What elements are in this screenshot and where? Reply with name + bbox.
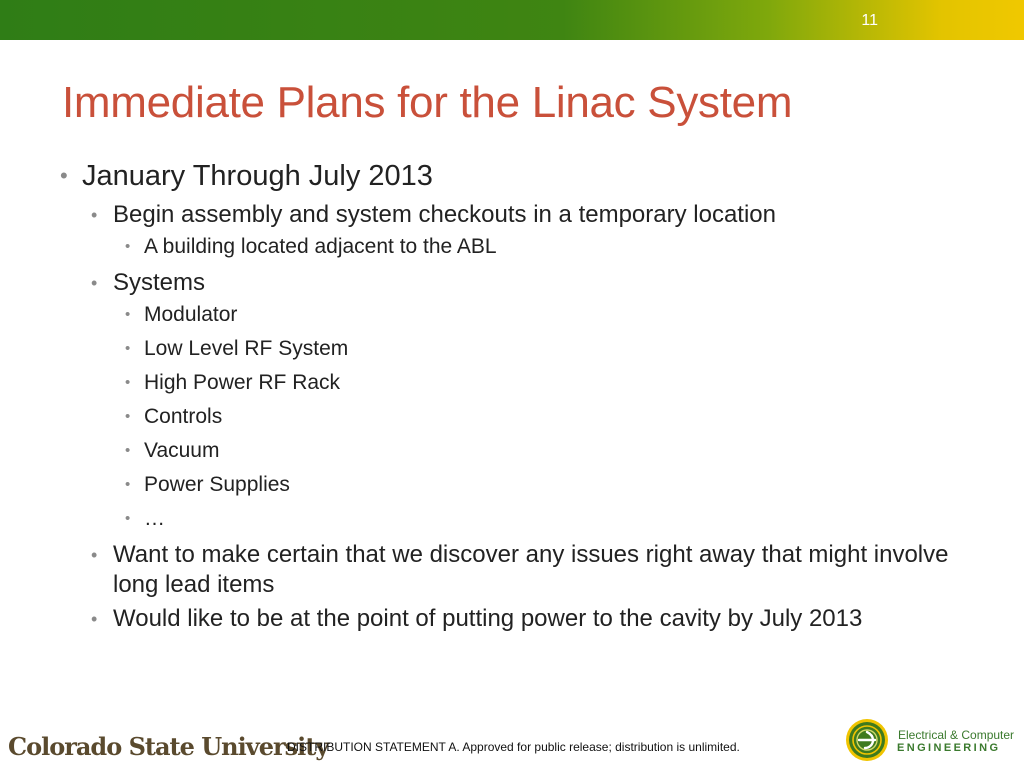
bullet-text: Want to make certain that we discover any issues right away that might involve long lead items bbox=[113, 541, 949, 598]
bullet-text: Low Level RF System bbox=[144, 337, 349, 360]
list-item bbox=[58, 158, 958, 194]
department-name: Electrical & Computer bbox=[898, 728, 1015, 742]
bullet-text: Begin assembly and system checkouts in a temporary location bbox=[113, 201, 776, 228]
bullet-icon: • bbox=[125, 476, 131, 493]
header-gradient-bar bbox=[0, 0, 1024, 40]
bullet-text: Systems bbox=[113, 269, 206, 296]
ece-emblem-icon bbox=[845, 718, 889, 762]
bullet-text: Controls bbox=[144, 405, 223, 428]
bullet-text: High Power RF Rack bbox=[144, 371, 341, 394]
bullet-text: A building located adjacent to the ABL bbox=[144, 235, 497, 258]
slide-title: Immediate Plans for the Linac System bbox=[62, 78, 793, 127]
bullet-icon: • bbox=[91, 205, 98, 225]
list-item bbox=[58, 268, 958, 298]
list-item bbox=[58, 370, 958, 396]
list-item bbox=[58, 404, 958, 430]
bullet-icon: • bbox=[125, 408, 131, 425]
bullet-text: January Through July 2013 bbox=[82, 160, 433, 192]
bullet-icon: • bbox=[125, 306, 131, 323]
list-item bbox=[58, 604, 958, 634]
bullet-icon: • bbox=[91, 545, 98, 565]
slide-number: 11 bbox=[861, 12, 878, 29]
slide-footer bbox=[0, 708, 1024, 768]
bullet-text: Power Supplies bbox=[144, 473, 290, 496]
department-subtitle: ENGINEERING bbox=[897, 742, 1001, 754]
bullet-icon: • bbox=[125, 510, 131, 527]
bullet-text: Would like to be at the point of putting power to the cavity by July 2013 bbox=[113, 605, 863, 632]
csu-logo: Colorado State University bbox=[8, 732, 329, 761]
list-item bbox=[58, 200, 958, 230]
bullet-text: Modulator bbox=[144, 303, 238, 326]
bullet-icon: • bbox=[125, 340, 131, 357]
list-item bbox=[58, 234, 958, 260]
bullet-text: Vacuum bbox=[144, 439, 220, 462]
list-item bbox=[58, 438, 958, 464]
bullet-icon: • bbox=[125, 374, 131, 391]
bullet-icon: • bbox=[60, 163, 68, 188]
bullet-icon: • bbox=[91, 609, 98, 629]
list-item bbox=[58, 540, 958, 600]
list-item bbox=[58, 472, 958, 498]
distribution-statement: DISTRIBUTION STATEMENT A. Approved for public release; distribution is unlimited. bbox=[287, 740, 740, 754]
list-item bbox=[58, 506, 958, 532]
bullet-icon: • bbox=[125, 238, 131, 255]
list-item bbox=[58, 336, 958, 362]
list-item bbox=[58, 302, 958, 328]
bullet-text: … bbox=[144, 507, 165, 530]
bullet-icon: • bbox=[91, 273, 98, 293]
bullet-icon: • bbox=[125, 442, 131, 459]
bullet-list bbox=[58, 158, 958, 638]
